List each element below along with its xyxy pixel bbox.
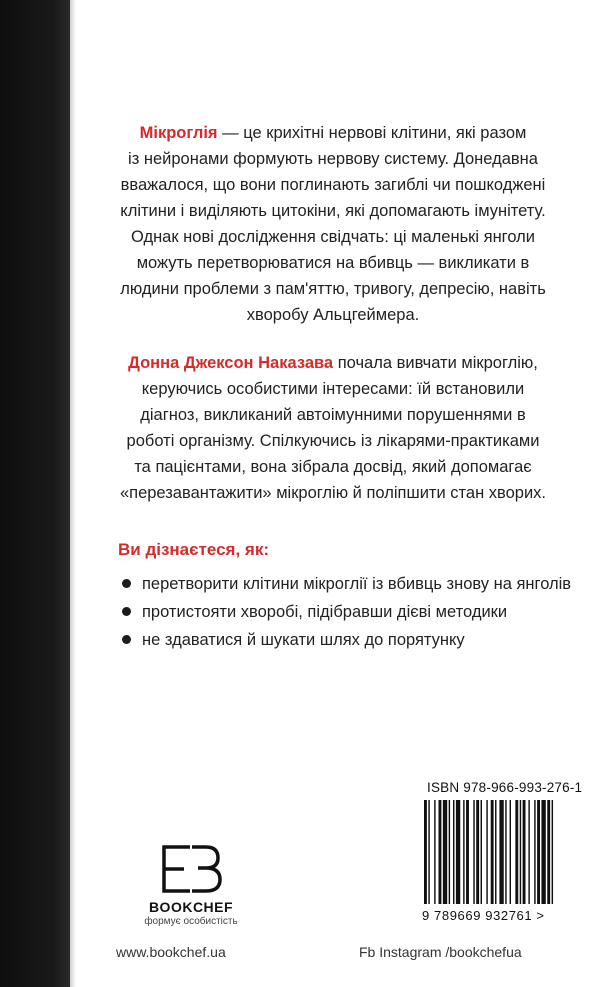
spine-edge (70, 0, 76, 987)
list-item (122, 598, 571, 626)
author-name: Донна Джексон Наказава (128, 354, 334, 372)
list-item (122, 570, 571, 598)
barcode-icon (422, 800, 592, 904)
bullet-icon (122, 579, 131, 588)
description-paragraph-2 (96, 350, 570, 506)
bookchef-logo-icon (158, 843, 224, 895)
list-item-text: не здаватися й шукати шлях до порятунку (142, 631, 465, 649)
paragraph-2-line: «перезавантажити» мікроглію й поліпшити стан хворих. (119, 484, 547, 502)
list-item (122, 626, 571, 654)
paragraph-1-line: вважалося, що вони поглинають загиблі чи пошкоджені (120, 176, 546, 194)
publisher-website-link[interactable]: www.bookchef.ua (116, 944, 226, 960)
paragraph-2-text (96, 350, 570, 506)
publisher-tagline: формує особистість (144, 916, 238, 927)
bullet-icon (122, 607, 131, 616)
paragraph-1-line: можуть перетворюватися на вбивць — викликати в (136, 254, 530, 272)
paragraph-1-line: клітини і виділяють цитокіни, які допомагають імунітету. (120, 202, 546, 220)
barcode (422, 800, 592, 909)
paragraph-2-line: роботі організму. Спілкуючись із лікарями-практиками (126, 432, 540, 450)
bullet-icon (122, 635, 131, 644)
paragraph-1-line: хворобу Альцгеймера. (246, 306, 420, 324)
paragraph-2-line: діагноз, викликаний автоімунними порушеннями в (140, 406, 526, 424)
publisher-logo (138, 843, 244, 927)
paragraph-1-line: Однак нові дослідження свідчать: ці маленькі янголи (130, 228, 536, 246)
paragraph-1-line: — це крихітні нервові клітини, які разом (217, 124, 527, 142)
paragraph-2-line: та пацієнтами, вона зібрала досвід, який допомагає (134, 458, 532, 476)
publisher-name: BOOKCHEF (148, 899, 234, 915)
paragraph-2-line: керуючись особистими інтересами: їй встановили (141, 380, 525, 398)
learn-heading: Ви дізнаєтеся, як: (118, 540, 269, 559)
paragraph-1-highlight: Мікроглія (139, 124, 218, 142)
list-item-text: перетворити клітини мікроглії із вбивць знову на янголів (142, 575, 572, 593)
paragraph-1-text (96, 120, 570, 328)
list-item-text: протистояти хворобі, підібравши дієві методики (142, 603, 508, 621)
paragraph-1-line: із нейронами формують нервову систему. Донедавна (128, 150, 538, 168)
paragraph-2-line: почала вивчати мікроглію, (333, 354, 538, 372)
paragraph-1-line: людини проблеми з пам'яттю, тривогу, депресію, навіть (120, 280, 546, 298)
publisher-social: Fb Instagram /bookchefua (359, 944, 522, 960)
book-spine (0, 0, 70, 987)
description-paragraph-1 (96, 120, 570, 328)
barcode-digits: 9 789669 932761 > (422, 908, 545, 923)
learn-list (122, 570, 571, 654)
isbn-label: ISBN 978-966-993-276-1 (427, 780, 583, 795)
